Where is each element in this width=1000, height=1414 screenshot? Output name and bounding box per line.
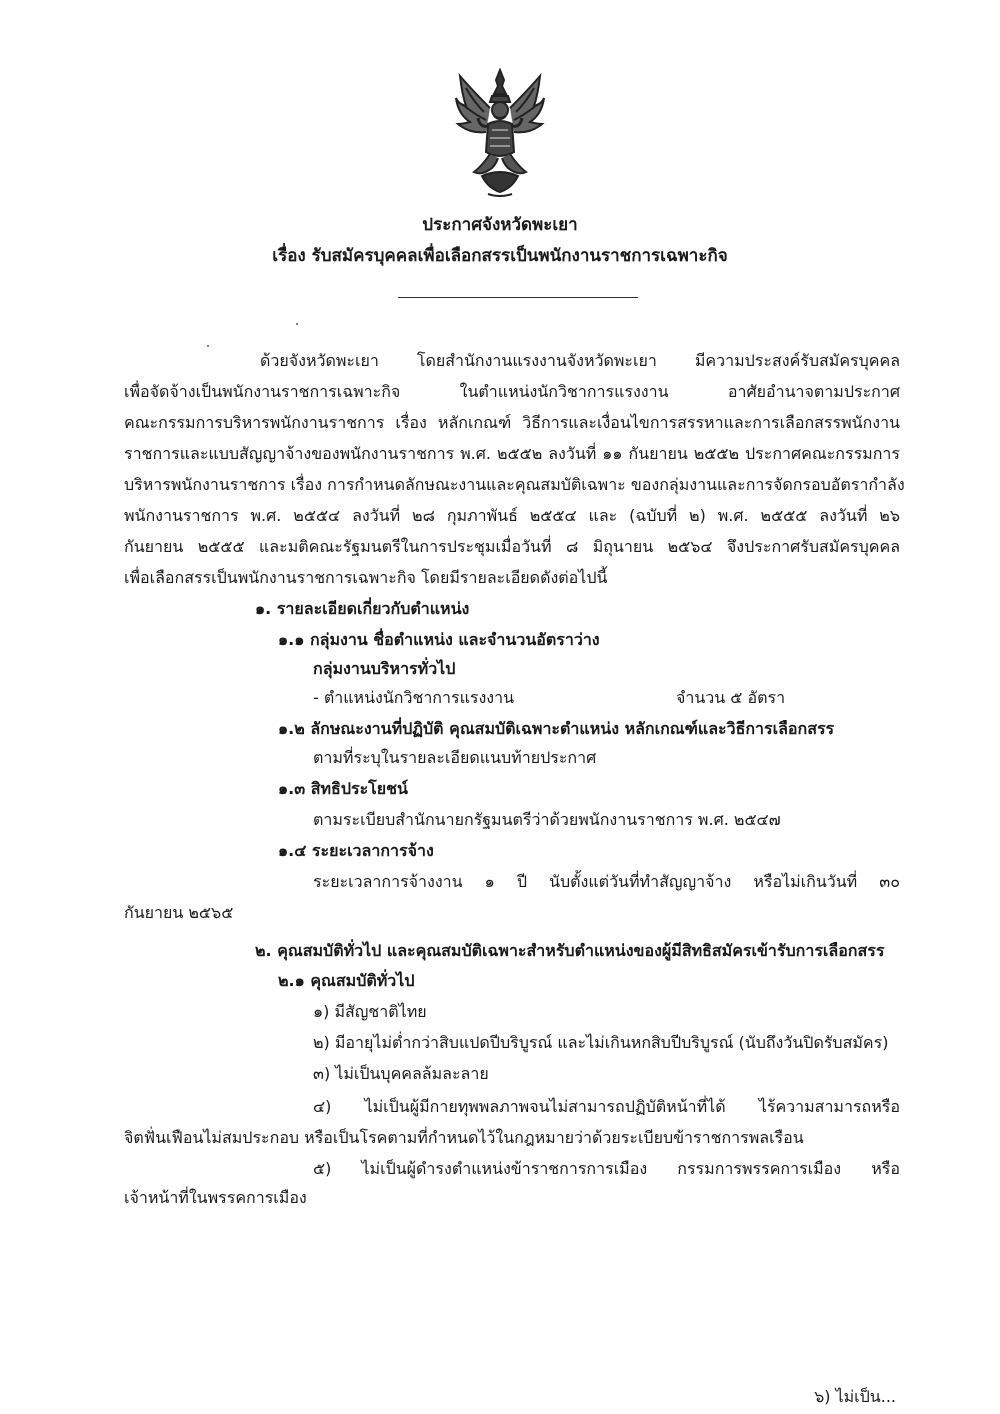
- section-2-heading: ๒. คุณสมบัติทั่วไป และคุณสมบัติเฉพาะสำหรับตำแหน่งของผู้มีสิทธิสมัครเข้ารับการเลือกสรร: [255, 941, 885, 960]
- section-1-3-text: ตามระเบียบสำนักนายกรัฐมนตรีว่าด้วยพนักงานราชการ พ.ศ. ๒๕๔๗: [313, 810, 781, 829]
- intro-line: เพื่อเลือกสรรเป็นพนักงานราชการเฉพาะกิจ โดยมีรายละเอียดดังต่อไปนี้: [124, 568, 608, 587]
- section-1-2-text: ตามที่ระบุในรายละเอียดแนบท้ายประกาศ: [313, 748, 597, 767]
- qualification-item: ๓) ไม่เป็นบุคคลล้มละลาย: [313, 1064, 489, 1083]
- scan-speck: [207, 345, 209, 347]
- intro-line: เพื่อจัดจ้างเป็นพนักงานราชการเฉพาะกิจ ในตำแหน่งนักวิชาการแรงงาน อาศัยอำนาจตามประกาศ: [124, 382, 900, 401]
- qualification-item: ๑) มีสัญชาติไทย: [313, 1002, 427, 1021]
- announcement-title: ประกาศจังหวัดพะเยา: [422, 215, 578, 235]
- section-1-3-heading: ๑.๓ สิทธิประโยชน์: [278, 779, 408, 798]
- qualification-item-cont: จิตฟั่นเฟือนไม่สมประกอบ หรือเป็นโรคตามที่กำหนดไว้ในกฎหมายว่าด้วยระเบียบข้าราชการพลเรือน: [124, 1128, 804, 1147]
- intro-line: ด้วยจังหวัดพะเยา โดยสำนักงานแรงงานจังหวัดพะเยา มีความประสงค์รับสมัครบุคคล: [260, 351, 900, 370]
- qualification-item: ๔) ไม่เป็นผู้มีกายทุพพลภาพจนไม่สามารถปฏิบัติหน้าที่ได้ ไร้ความสามารถหรือ: [313, 1097, 900, 1116]
- position-name: - ตำแหน่งนักวิชาการแรงงาน: [313, 688, 515, 707]
- qualification-item: ๒) มีอายุไม่ต่ำกว่าสิบแปดปีบริบูรณ์ และไม่เกินหกสิบปีบริบูรณ์ (นับถึงวันปิดรับสมัคร): [313, 1033, 889, 1052]
- title-divider: [398, 297, 638, 298]
- section-1-4-text: กันยายน ๒๕๖๕: [124, 903, 234, 922]
- intro-line: ราชการและแบบสัญญาจ้างของพนักงานราชการ พ.ศ. ๒๕๕๒ ลงวันที่ ๑๑ กันยายน ๒๕๕๒ ประกาศคณะกรรมการ: [124, 444, 900, 463]
- section-1-1-heading: ๑.๑ กลุ่มงาน ชื่อตำแหน่ง และจำนวนอัตราว่าง: [278, 630, 600, 649]
- section-1-heading: ๑. รายละเอียดเกี่ยวกับตำแหน่ง: [255, 599, 470, 618]
- section-1-4-text: ระยะเวลาการจ้างงาน ๑ ปี นับตั้งแต่วันที่ทำสัญญาจ้าง หรือไม่เกินวันที่ ๓๐: [313, 872, 900, 891]
- section-1-2-heading: ๑.๒ ลักษณะงานที่ปฏิบัติ คุณสมบัติเฉพาะตำแหน่ง หลักเกณฑ์และวิธีการเลือกสรร: [278, 719, 835, 738]
- work-group: กลุ่มงานบริหารทั่วไป: [313, 659, 456, 678]
- intro-line: พนักงานราชการ พ.ศ. ๒๕๕๔ ลงวันที่ ๒๘ กุมภาพันธ์ ๒๕๕๔ และ (ฉบับที่ ๒) พ.ศ. ๒๕๕๕ ลงวันที่ ๒๖: [124, 506, 900, 525]
- intro-line: บริหารพนักงานราชการ เรื่อง การกำหนดลักษณะงานและคุณสมบัติเฉพาะ ของกลุ่มงานและการจัดกรอบอัตรากำลัง: [124, 475, 905, 494]
- intro-line: กันยายน ๒๕๕๕ และมติคณะรัฐมนตรีในการประชุมเมื่อวันที่ ๘ มิถุนายน ๒๕๖๔ จึงประกาศรับสมัครบุคคล: [124, 537, 900, 556]
- scan-speck: [296, 323, 298, 325]
- garuda-emblem-icon: [452, 68, 548, 200]
- intro-line: คณะกรรมการบริหารพนักงานราชการ เรื่อง หลักเกณฑ์ วิธีการและเงื่อนไขการสรรหาและการเลือกสรรพนักงาน: [124, 413, 900, 432]
- section-2-1-heading: ๒.๑ คุณสมบัติทั่วไป: [278, 971, 415, 990]
- qualification-item: ๕) ไม่เป็นผู้ดำรงตำแหน่งข้าราชการการเมือง กรรมการพรรคการเมือง หรือ: [313, 1159, 900, 1178]
- announcement-subject: เรื่อง รับสมัครบุคคลเพื่อเลือกสรรเป็นพนักงานราชการเฉพาะกิจ: [272, 246, 728, 266]
- qualification-item-cont: เจ้าหน้าที่ในพรรคการเมือง: [124, 1188, 307, 1207]
- section-1-4-heading: ๑.๔ ระยะเวลาการจ้าง: [278, 841, 434, 860]
- page-continuation: ๖) ไม่เป็น...: [814, 1387, 896, 1406]
- position-count: จำนวน ๕ อัตรา: [676, 688, 786, 707]
